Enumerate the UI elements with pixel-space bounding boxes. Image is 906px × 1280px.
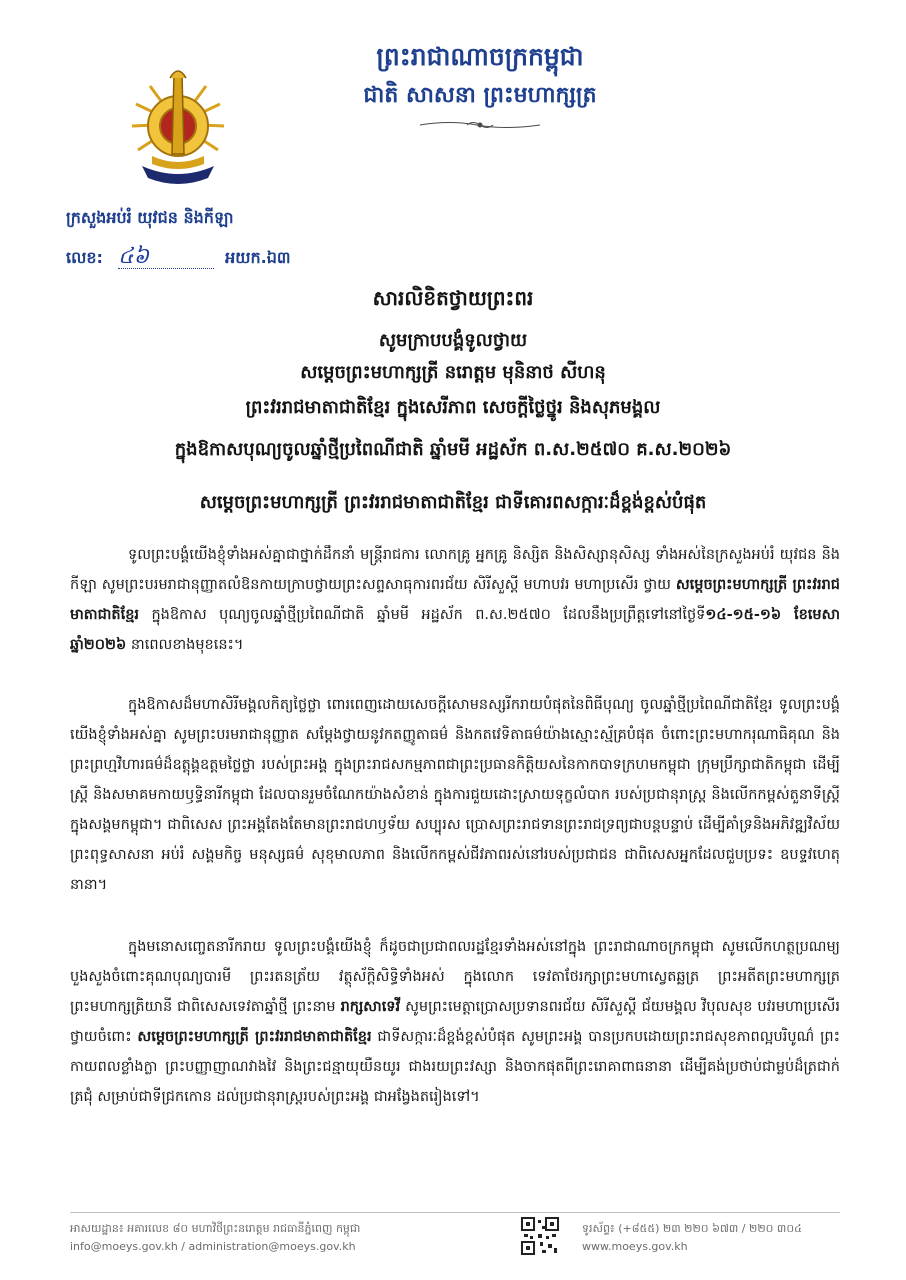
addressee-name: សម្តេចព្រះមហាក្សត្រី នរោត្តម មុនិនាថ សីហនុ	[300, 362, 606, 383]
kingdom-motto: ជាតិ សាសនា ព្រះមហាក្សត្រ	[363, 83, 597, 108]
footer-website[interactable]: www.moeys.gov.kh	[582, 1240, 688, 1253]
paragraph-2: ក្នុងឱកាសដ៏មហាសិរីមង្គលកិត្យថ្លៃថ្លា ពោរពេញដោយសេចក្តីសោមនស្សរីករាយបំផុតនៃពិធីបុណ្យ ចូលឆ្នាំថ្មីប្រពៃណីជាតិខ្មែរ ទូលព្រះបង្គំយើងខ្ញុំទាំងអស់គ្នា សូមព្រះបរមរាជានុញ្ញាត សម្តែងថ្វាយនូវកតញ្ញូតាធម៌ និងកតវេទិតាធម៌យ៉ាងស្មោះស្ម័គ្របំផុត ចំពោះព្រះមហាករុណាធិគុណ និងព្រះព្រហ្មវិហារធម៌ដ៏ឧត្តុង្គឧត្តមថ្លៃថ្លា របស់ព្រះអង្គ ក្នុងព្រះរាជសកម្មភាពជាព្រះប្រធានកិត្តិយសនៃកាកបាទក្រហមកម្ពុជា ក្រុមប្រឹក្សាជាតិកម្ពុជា ដើម្បីស្ត្រី និងសមាគមកាយឫទ្ធិនារីកម្ពុជា ដែលបានរួមចំណែកយ៉ាងសំខាន់ ក្នុងការជួយដោះស្រាយទុក្ខលំបាក របស់ប្រជានុរាស្ត្រ និងលើកកម្ពស់តួនាទីស្ត្រីក្នុងសង្គមកម្ពុជា។ ជាពិសេស ព្រះអង្គតែងតែមានព្រះរាជហឫទ័យ សប្បុរស ប្រោសព្រះរាជទានព្រះរាជទ្រព្យជាបន្តបន្ទាប់ ដើម្បីគាំទ្រនិងអភិវឌ្ឍវិស័យព្រះពុទ្ធសាសនា អប់រំ សង្គមកិច្ច មនុស្សធម៌ សុខុមាលភាព និងលើកកម្ពស់ជីវភាពរស់នៅរបស់ប្រជាជន ជាពិសេសអ្នកដែលជួបប្រទះ ឧបទ្ទវហេតុនានា។	[70, 697, 840, 893]
footer-emails: info@moeys.gov.kh / administration@moeys.gov.kh	[70, 1240, 356, 1253]
paragraph-3: ក្នុងមនោសញ្ចេតនារីករាយ ទូលព្រះបង្គំយើងខ្ញុំ ក៏ដូចជាប្រជាពលរដ្ឋខ្មែរទាំងអស់នៅក្នុង ព្រះរាជាណាចក្រកម្ពុជា សូមលើកហត្ថប្រណម្យបួងសួងចំពោះគុណបុណ្យបារមី ព្រះរតនត្រ័យ វត្ថុស័ក្តិសិទ្ធិទាំងអស់ ក្នុងលោក ទេវតាថែរក្សាព្រះមហាស្វេតឆ្ឆត្រ ព្រះអតីតព្រះមហាក្សត្រ ព្រះមហាក្សត្រិយានី ជាពិសេសទេវតាឆ្នាំថ្មី ព្រះនាម រាក្សសាទេវី សូមព្រះមេត្តាប្រោសប្រទានពរជ័យ សិរីសួស្តី ជ័យមង្គល វិបុលសុខ បវរមហាប្រសើរ ថ្វាយចំពោះ សម្តេចព្រះមហាក្សត្រី ព្រះវររាជមាតាជាតិខ្មែរ ជាទីសក្ការៈដ៏ខ្ពង់ខ្ពស់បំផុត សូមព្រះអង្គ បានប្រកបដោយព្រះរាជសុខភាពល្អបរិបូណ៌ ព្រះកាយពលខ្លាំងក្លា ព្រះបញ្ញាញាណវាងវៃ និងព្រះជន្មាយុយឺនយូរ ជាងរយព្រះវស្សា និងចាកផុតពីព្រះរោគាពាធនានា ដើម្បីគង់ប្រថាប់ជាម្លប់ដ៏ត្រជាក់ត្រជុំ សម្រាប់ជាទីជ្រកកោន ដល់ប្រជានុរាស្ត្ររបស់ព្រះអង្គ ជាអង្វែងតរៀងទៅ។	[70, 939, 840, 1105]
footer-contact	[70, 1220, 360, 1256]
qr-code-icon	[520, 1216, 560, 1256]
greeting-line: សម្តេចព្រះមហាក្សត្រី ព្រះវររាជមាតាជាតិខ្មែរ ជាទីគោរពសក្ការៈដ៏ខ្ពង់ខ្ពស់បំផុត	[199, 492, 707, 513]
kingdom-name: ព្រះរាជាណាចក្រកម្ពុជា	[376, 42, 584, 71]
footer-phone: ទូរស័ព្ទ៖ (+៨៥៥) ២៣ ២២០ ៦៧៣ / ២២០ ៣០៤	[582, 1222, 802, 1235]
reference-number-value: ៤៦	[118, 246, 214, 269]
ministry-emblem-icon	[128, 64, 228, 194]
ministry-name: ក្រសួងអប់រំ យុវជន និងកីឡា	[66, 208, 234, 227]
footer-address: អាសយដ្ឋាន៖ អគារលេខ ៨០ មហាវិថីព្រះនរោត្តម រាជធានីភ្នំពេញ កម្ពុជា	[70, 1222, 361, 1235]
ornament-divider-icon	[415, 118, 545, 132]
reference-number	[66, 246, 291, 271]
paragraph-1: ទូលព្រះបង្គំយើងខ្ញុំទាំងអស់គ្នាជាថ្នាក់ដឹកនាំ មន្ត្រីរាជការ លោកគ្រូ អ្នកគ្រូ និស្សិត និងសិស្សានុសិស្ស ទាំងអស់នៃក្រសួងអប់រំ យុវជន និងកីឡា សូមព្រះបរមរាជានុញ្ញាតលំឱនកាយក្រាបថ្វាយព្រះសព្ទសាធុការពរជ័យ សិរីសួស្តី មហាបវរ មហាប្រសើរ ថ្វាយ សម្តេចព្រះមហាក្សត្រី ព្រះវររាជមាតាជាតិខ្មែរ ក្នុងឱកាស បុណ្យចូលឆ្នាំថ្មីប្រពៃណីជាតិ ឆ្នាំមមី អដ្ឋស័ក ព.ស.២៥៧០ ដែលនឹងប្រព្រឹត្តទៅនៅថ្ងៃទី១៤-១៥-១៦ ខែមេសា ឆ្នាំ២០២៦ នាពេលខាងមុខនេះ។	[70, 547, 841, 653]
salutation-line: សូមក្រាបបង្គំទូលថ្វាយ	[378, 330, 528, 351]
kingdom-header	[330, 40, 630, 112]
occasion-line: ក្នុងឱកាសបុណ្យចូលឆ្នាំថ្មីប្រពៃណីជាតិ ឆ្នាំមមី អដ្ឋស័ក ព.ស.២៥៧០ គ.ស.២០២៦	[174, 439, 732, 460]
letter-title: សារលិខិតថ្វាយព្រះពរ	[372, 286, 534, 310]
footer-divider	[70, 1212, 840, 1213]
reference-label: លេខ:	[66, 248, 103, 267]
footer-phone-web	[582, 1220, 802, 1256]
addressee-title: ព្រះវររាជមាតាជាតិខ្មែរ ក្នុងសេរីភាព សេចក្តីថ្លៃថ្នូរ និងសុភមង្គល	[245, 397, 661, 418]
reference-code: អយក.ឯ៣	[225, 248, 291, 267]
